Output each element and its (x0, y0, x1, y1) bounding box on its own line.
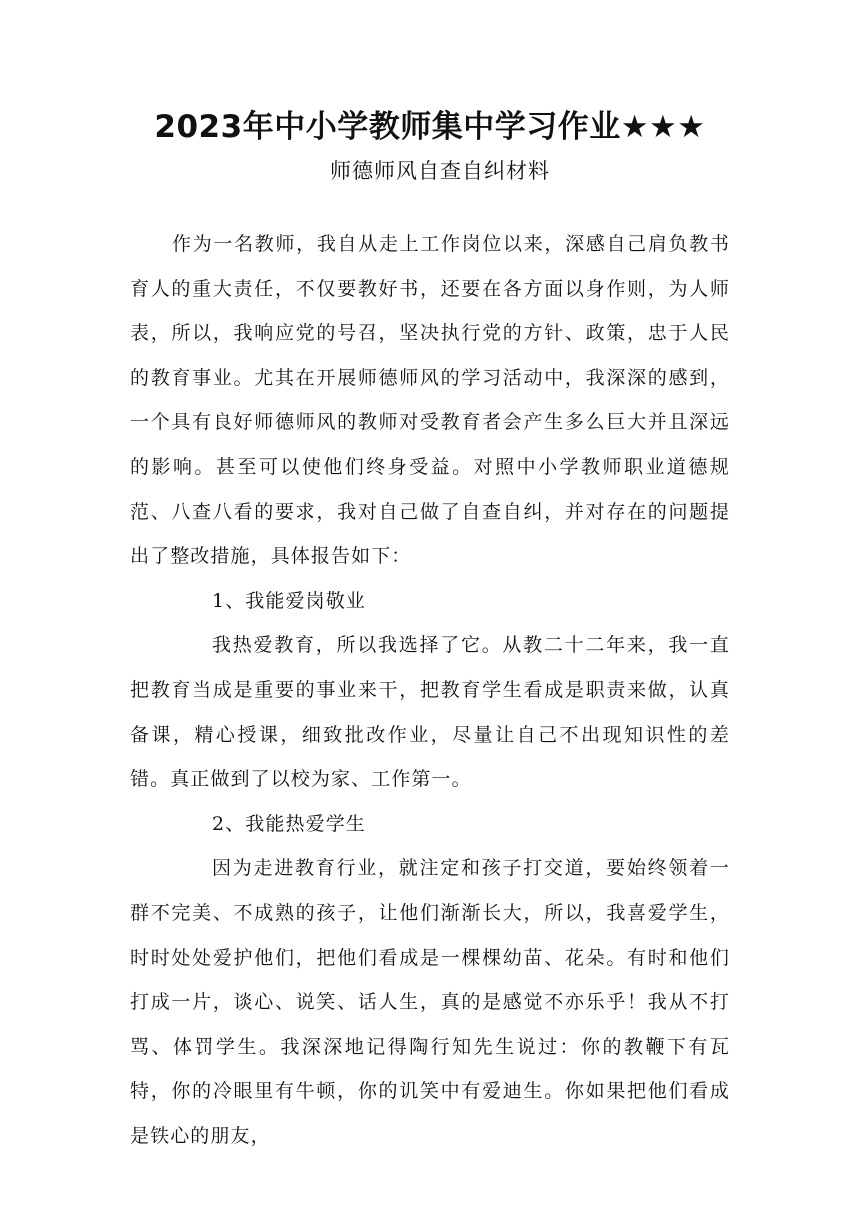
section-paragraph-2: 因为走进教育行业，就注定和孩子打交道，要始终领着一群不完美、不成熟的孩子，让他们渐渐长大，所以，我喜爱学生，时时处处爱护他们，把他们看成是一棵棵幼苗、花朵。有时和他们打成一片，谈心、说笑、话人生，真的是感觉不亦乐乎！我从不打骂、体罚学生。我深深地记得陶行知先生说过：你的教鞭下有瓦特，你的冷眼里有牛顿，你的讥笑中有爱迪生。你如果把他们看成是铁心的朋友， (130, 857, 730, 1147)
section-heading-2: 2、我能热爱学生 (212, 812, 366, 835)
section-paragraph-1: 我热爱教育，所以我选择了它。从教二十二年来，我一直把教育当成是重要的事业来干，把教育学生看成是职责来做，认真备课，精心授课，细致批改作业，尽量让自己不出现知识性的差错。真正做到了以校为家、工作第一。 (130, 634, 730, 791)
section-heading-1: 1、我能爱岗敬业 (212, 589, 366, 612)
intro-paragraph: 作为一名教师，我自从走上工作岗位以来，深感自己肩负教书育人的重大责任，不仅要教好书，还要在各方面以身作则，为人师表，所以，我响应党的号召，坚决执行党的方针、政策，忠于人民的教育事业。尤其在开展师德师风的学习活动中，我深深的感到，一个具有良好师德师风的教师对受教育者会产生多么巨大并且深远的影响。甚至可以使他们终身受益。对照中小学教师职业道德规范、八查八看的要求，我对自己做了自查自纠，并对存在的问题提出了整改措施，具体报告如下： (130, 233, 730, 568)
document-title: 2023年中小学教师集中学习作业★★★ (154, 109, 706, 145)
document-subtitle: 师德师风自查自纠材料 (330, 159, 550, 183)
document-body (130, 222, 730, 1158)
